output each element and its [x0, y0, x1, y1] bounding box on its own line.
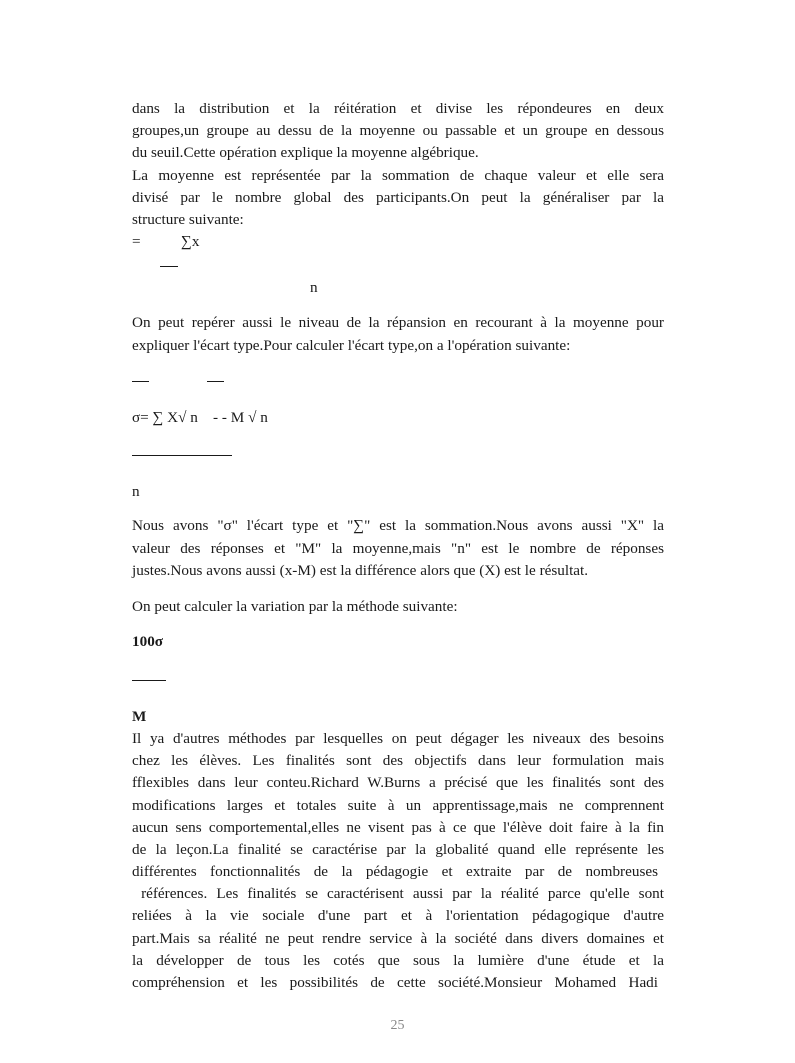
formula-denominator: M [132, 708, 147, 725]
text-line: modifications larges et totales suite à un apprentissage,mais ne comprennent [132, 797, 664, 814]
text-line: différentes fonctionnalités de la pédagogie et extraite par de nombreuses [132, 863, 658, 880]
text-line: La moyenne est représentée par la sommation de chaque valeur et elle sera [132, 167, 664, 184]
text-line: groupes,un groupe au dessu de la moyenne ou passable et un groupe en dessous [132, 122, 664, 139]
text-line: compréhension et les possibilités de cette société.Monsieur Mohamed Hadi [132, 974, 658, 991]
fraction-bar [132, 455, 232, 456]
text-line: structure suivante: [132, 211, 244, 228]
text-line: références. Les finalités se caractérisent aussi par la réalité parce qu'elle sont [132, 885, 664, 902]
text-line: la développer de tous les cotés que sous la lumière d'une étude et la [132, 952, 664, 969]
text-line: dans la distribution et la réitération et divise les répondeures en deux [132, 100, 664, 117]
text-line: de la leçon.La finalité se caractérise par la globalité quand elle représente les [132, 841, 664, 858]
text-line: aucun sens comportemental,elles ne visent pas à ce que l'élève doit faire à la fin [132, 819, 664, 836]
fraction-bar [132, 680, 166, 681]
text-line: On peut calculer la variation par la méthode suivante: [132, 598, 458, 615]
formula-denominator: n [310, 279, 318, 296]
text-line: expliquer l'écart type.Pour calculer l'écart type,on a l'opération suivante: [132, 337, 571, 354]
text-line: divisé par le nombre global des participants.On peut la généraliser par la [132, 189, 664, 206]
overline-bar [207, 381, 224, 382]
text-line: part.Mais sa réalité ne peut rendre service à la société dans divers domaines et [132, 930, 664, 947]
text-line: reliées à la vie sociale d'une part et à l'orientation pédagogique d'autre [132, 907, 664, 924]
formula-std-dev: σ= ∑ X√ n - - M √ n [132, 409, 268, 426]
formula-sum: ∑x [181, 233, 200, 250]
text-line: Il ya d'autres méthodes par lesquelles on peut dégager les niveaux des besoins [132, 730, 664, 747]
text-line: Nous avons "σ" l'écart type et "∑" est la sommation.Nous avons aussi "X" la [132, 517, 664, 534]
formula-numerator: 100σ [132, 633, 164, 650]
fraction-bar [160, 266, 178, 267]
text-line: valeur des réponses et "M" la moyenne,mais "n" est le nombre de réponses [132, 540, 664, 557]
formula-denominator: n [132, 483, 140, 500]
overline-bar [132, 381, 149, 382]
text-line: fflexibles dans leur conteu.Richard W.Burns a précisé que les finalités sont des [132, 774, 664, 791]
text-line: On peut repérer aussi le niveau de la répansion en recourant à la moyenne pour [132, 314, 664, 331]
formula-equals: = [132, 233, 141, 250]
page-number: 25 [390, 1018, 405, 1033]
text-line: justes.Nous avons aussi (x-M) est la différence alors que (X) est le résultat. [132, 562, 589, 579]
text-line: chez les élèves. Les finalités sont des objectifs dans leur formulation mais [132, 752, 664, 769]
text-line: du seuil.Cette opération explique la moyenne algébrique. [132, 144, 479, 161]
